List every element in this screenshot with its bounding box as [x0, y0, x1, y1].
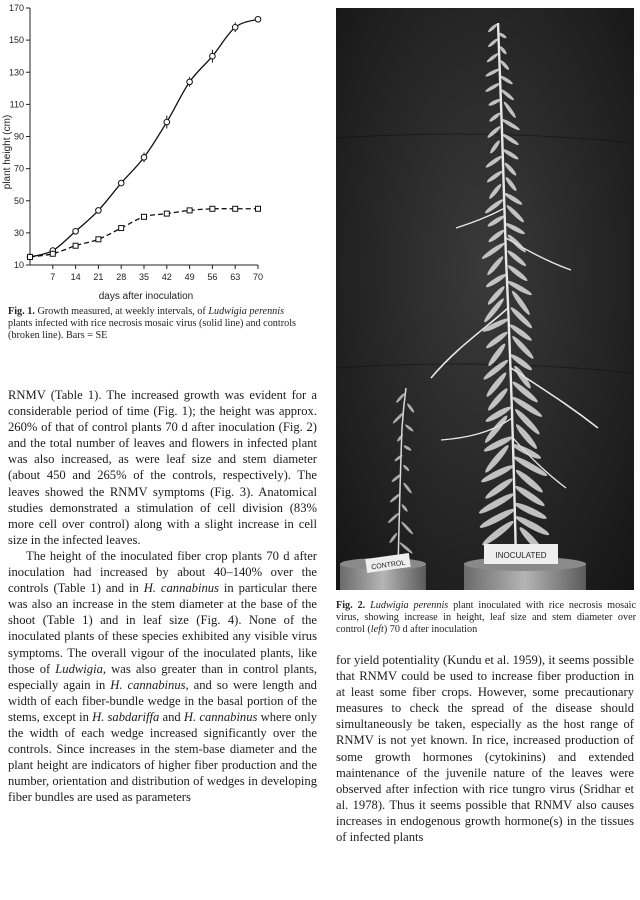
x-tick-label: 56	[207, 272, 218, 282]
paragraph-3: for yield potentiality (Kundu et al. 1959), it seems possible that RNMV could be used to increase fiber production in at least some fiber crops. However, some precautionary measures to check the spread of the disease should simultaneously be taken, especially as the host range of RNMV is not yet known. In rice, increased production of some growth hormones (cytokinins) and extended maintenance of the juvenile nature of the leaves were observed after infection with rice tungro virus (Sridhar et al. 1978). Thus it seems possible that RNMV also causes increases in endogenous growth hormone(s) in the tissues of infected plants	[336, 653, 634, 845]
text-run: in particular there was also an increase in the stem diameter at the base of the shoot (Table 1) and in leaf size (Fig. 4). None of the inoculated plants of these species exhibited any visible virus symptoms. The overall vigour of the inoculated plants, like those of	[8, 581, 317, 676]
inoculated-pot-label: INOCULATED	[495, 551, 547, 560]
x-tick-label: 70	[252, 272, 264, 282]
background-fold-lines	[336, 134, 634, 373]
leaf	[501, 118, 521, 132]
figure-1-caption	[8, 306, 308, 342]
leaf	[511, 395, 544, 419]
data-point-square	[142, 214, 147, 219]
control-plant	[387, 388, 415, 570]
data-point-square	[233, 206, 238, 211]
species-name: H. cannabinus,	[110, 677, 189, 692]
y-tick-label: 150	[8, 35, 24, 46]
leaf	[504, 221, 526, 235]
y-tick-label: 50	[13, 195, 24, 206]
leaf	[401, 503, 409, 512]
y-tick-label: 90	[13, 131, 24, 142]
x-tick-label: 7	[50, 272, 56, 282]
inoculated-pot	[464, 544, 586, 590]
y-tick-label: 30	[13, 227, 24, 238]
figure-1-chart	[0, 2, 268, 302]
leaf	[488, 98, 502, 107]
x-tick-label: 63	[230, 272, 241, 282]
chart-axes	[9, 3, 263, 282]
y-tick-label: 130	[8, 67, 24, 78]
leaf	[489, 139, 501, 154]
figure-1-label: Fig. 1.	[8, 306, 35, 317]
data-point-circle	[73, 228, 79, 234]
x-tick-label: 21	[93, 272, 104, 282]
figure-2-caption-left: left	[370, 624, 384, 635]
x-axis-label: days after inoculation	[98, 291, 194, 302]
leaf	[487, 23, 498, 33]
leaf	[389, 532, 399, 544]
text-run: was also greater than in control plants, especially again in	[8, 661, 317, 692]
figure-2-label: Fig. 2.	[336, 600, 366, 611]
data-point-circle	[118, 180, 124, 186]
leaf	[500, 88, 515, 101]
data-point-square	[256, 206, 261, 211]
leaf	[404, 424, 414, 433]
leaf	[505, 204, 525, 224]
leaf	[487, 228, 505, 244]
species-name: H. cannabinus	[183, 709, 258, 724]
data-point-square	[96, 237, 101, 242]
control-pot-label: CONTROL	[370, 559, 406, 572]
leaf	[488, 111, 501, 123]
figure-2-photo	[336, 8, 634, 590]
leaf	[486, 285, 506, 307]
data-point-square	[28, 254, 33, 259]
leaf	[485, 154, 503, 169]
leaf	[485, 67, 501, 77]
leaf	[488, 183, 503, 200]
leaf	[485, 330, 509, 350]
body-column-left	[8, 387, 317, 805]
growth-chart-svg	[0, 2, 268, 302]
y-tick-label: 10	[13, 260, 24, 270]
leaf	[486, 255, 505, 277]
text-run: and	[159, 709, 184, 724]
data-point-circle	[232, 24, 238, 30]
x-tick-label: 49	[184, 272, 195, 282]
leaf	[403, 444, 412, 451]
inoculated-plant	[431, 23, 598, 563]
x-tick-label: 42	[161, 272, 172, 282]
data-point-square	[210, 206, 215, 211]
y-tick-label: 110	[9, 99, 24, 110]
data-point-circle	[187, 79, 193, 85]
leaf	[406, 403, 415, 414]
species-name: H. sabdariffa	[92, 709, 160, 724]
data-point-circle	[141, 155, 147, 161]
leaf	[486, 125, 501, 139]
body-column-right	[336, 652, 634, 845]
leaf	[502, 101, 517, 119]
text-run: and so were length and width of each fiber-bundle wedge in the basal portion of the stems, except in	[8, 677, 317, 724]
leaf	[486, 169, 504, 183]
leaf	[484, 198, 505, 215]
text-run: The height of the inoculated fiber crop plants 70 d after inoculation had increased by about 40–140% over the controls (Table 1) and in	[8, 548, 317, 596]
x-tick-label: 35	[138, 272, 150, 282]
leaf	[402, 464, 410, 472]
data-point-circle	[210, 53, 216, 59]
data-point-square	[187, 208, 192, 213]
leaf	[487, 38, 499, 48]
leaf	[387, 512, 400, 524]
leaf	[482, 358, 510, 382]
species-name: H. cannabinus	[143, 581, 219, 596]
text-run: where only the width of each wedge increased significantly over the controls. Since increases in the stem-base diameter and the plant height are indicators of higher fiber production and the number, orientation and distribution of wedges in developing fiber bundles are used as parameters	[8, 709, 317, 805]
leaf	[394, 454, 404, 462]
data-point-square	[50, 251, 55, 256]
leaf	[400, 521, 414, 535]
y-tick-label: 70	[13, 163, 24, 174]
figure-2-caption-species: Ludwigia perennis	[370, 600, 449, 611]
data-point-square	[164, 211, 169, 216]
paragraph-1: RNMV (Table 1). The increased growth was evident for a considerable period of time (Fig. 1); the height was approx. 260% of that of control plants 70 d after inoculation (Fig. 2) and the total number of leaves and flowers in infected plant was also increased, as were leaf size and stem diameter (about 450 and 265% of the controls, respectively). The leaves showed the RNMV symptoms (Fig. 3). Anatomical studies demonstrated a stimulation of cell division (83% more cell over control) along with a slight increase in cell size in the infected leaves.	[8, 388, 317, 547]
data-point-circle	[255, 16, 261, 22]
leaf	[512, 454, 548, 478]
x-tick-label: 28	[116, 272, 127, 282]
control-pot	[340, 553, 426, 590]
data-point-square	[119, 226, 124, 231]
leaf	[503, 161, 517, 176]
leaf	[486, 52, 499, 63]
figure-1-caption-text-2: plants infected with rice necrosis mosaic virus (solid line) and controls (broken line). Bars = SE	[8, 318, 297, 341]
figure-2-caption-text-2: ) 70 d after inoculation	[383, 624, 478, 635]
leaf	[499, 59, 510, 70]
x-tick-label: 14	[70, 272, 81, 282]
leaf	[503, 191, 523, 206]
species-name: Ludwigia,	[55, 661, 107, 676]
y-tick-label: 170	[8, 3, 24, 13]
paragraph-2	[8, 548, 317, 806]
figure-1-caption-text-1: Growth measured, at weekly intervals, of	[34, 306, 209, 317]
figure-1-caption-species: Ludwigia perennis	[208, 306, 285, 317]
figure-2-caption	[336, 600, 636, 636]
plant-photo-illustration	[336, 8, 634, 590]
leaf	[485, 82, 501, 93]
chart-series	[27, 16, 261, 259]
leaf	[506, 264, 529, 283]
data-point-circle	[96, 208, 102, 214]
leaf	[502, 148, 520, 161]
series-line-1	[30, 19, 258, 257]
data-point-circle	[164, 119, 170, 125]
data-point-square	[73, 243, 78, 248]
y-axis-label: plant height (cm)	[2, 114, 13, 190]
leaf	[402, 482, 412, 494]
leaf	[486, 214, 505, 228]
leaf	[396, 434, 404, 443]
leaf	[504, 176, 518, 192]
leaf	[399, 541, 414, 554]
figure-2-caption-text-1: plant inoculated with rice necrosis mosaic virus, showing increase in height, leaf size and stem diameter over control (	[336, 600, 637, 635]
leaf	[506, 279, 533, 297]
